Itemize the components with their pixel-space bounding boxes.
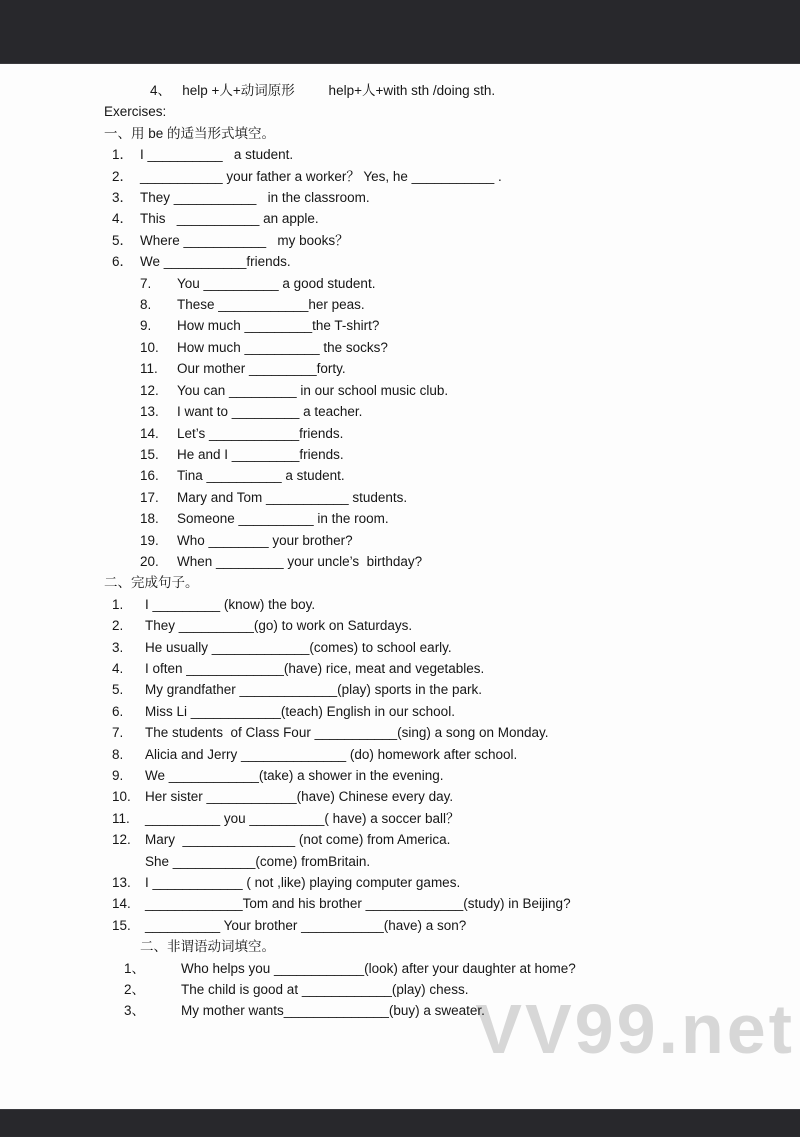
- item-text: I ____________ ( not ,like) playing computer games.: [145, 875, 461, 891]
- exercise-item: [0, 465, 800, 486]
- exercise-item: [0, 786, 800, 807]
- exercise-item: [0, 701, 800, 722]
- item-number: 3、: [124, 1003, 146, 1019]
- item-text: When _________ your uncle’s birthday?: [177, 553, 423, 569]
- item-text: My grandfather _____________(play) sports in the park.: [145, 682, 482, 698]
- exercise-item: [0, 658, 800, 679]
- item-number: 15.: [140, 446, 159, 462]
- item-number: 5.: [112, 682, 124, 698]
- exercise-item: [0, 530, 800, 551]
- item-text: We ____________(take) a shower in the evening.: [145, 768, 444, 783]
- exercise-item: [0, 979, 800, 1000]
- exercise-item: [0, 401, 800, 422]
- item-number: 17.: [140, 489, 159, 505]
- item-text: Who ________ your brother?: [177, 532, 353, 548]
- item-number: 7.: [112, 725, 124, 741]
- exercise-item: [0, 315, 800, 336]
- exercise-item: [0, 144, 800, 165]
- item-text: How much __________ the socks?: [177, 339, 388, 355]
- item-text: The child is good at ____________(play) chess.: [181, 982, 469, 998]
- document-content: [0, 64, 800, 1022]
- item-number: 10.: [112, 789, 131, 805]
- exercise-item: [0, 637, 800, 658]
- section1-title: [0, 123, 800, 144]
- item-number: 2.: [112, 618, 124, 634]
- item-text: Her sister ____________(have) Chinese every day.: [145, 789, 454, 805]
- exercise-item-continuation: [0, 851, 800, 872]
- document-page: [0, 64, 800, 1109]
- item-text: How much _________the T-shirt?: [177, 318, 380, 334]
- item-number: 16.: [140, 468, 159, 484]
- item-number: 13.: [112, 875, 131, 891]
- item-text: Who helps you ____________(look) after your daughter at home?: [181, 960, 576, 976]
- item-text: __________ you __________( have) a soccer ball？: [145, 810, 460, 826]
- item-text: Where ___________ my books？: [140, 232, 349, 248]
- exercise-item: [0, 230, 800, 251]
- watermark-text: VV99.net: [475, 990, 795, 1068]
- item-text: They __________(go) to work on Saturdays.: [145, 618, 413, 634]
- exercise-item: [0, 1000, 800, 1021]
- section3-title: [0, 936, 800, 957]
- item-number: 1．: [112, 147, 134, 163]
- exercise-item: [0, 551, 800, 572]
- item-text: I often _____________(have) rice, meat and vegetables.: [145, 660, 485, 676]
- item-text: My mother wants______________(buy) a sweater.: [181, 1003, 485, 1019]
- item-number: 11.: [112, 810, 130, 826]
- exercise-item: [0, 722, 800, 743]
- exercise-item: [0, 872, 800, 893]
- exercises-label: [0, 101, 800, 122]
- item-number: 9.: [140, 318, 152, 334]
- item-text: Mary _______________ (not come) from America.: [145, 832, 451, 848]
- item-text: Miss Li ____________(teach) English in our school.: [145, 703, 455, 719]
- exercise-item: [0, 294, 800, 315]
- item-text: These ____________her peas.: [177, 297, 365, 313]
- exercise-item: [0, 208, 800, 229]
- item-number: 1、: [124, 960, 146, 976]
- item-text: Someone __________ in the room.: [177, 511, 389, 527]
- item-number: 13.: [140, 404, 159, 420]
- item-text: __________ Your brother ___________(have) a son?: [145, 917, 467, 933]
- item-number: 1.: [112, 596, 124, 612]
- exercise-item: [0, 615, 800, 636]
- item-number: 4．: [112, 211, 134, 227]
- exercise-item: [0, 958, 800, 979]
- item-text: You can _________ in our school music club.: [177, 382, 449, 398]
- item-text: This ___________ an apple.: [140, 211, 319, 227]
- item-number: 10.: [140, 339, 159, 355]
- item-text: Let’s ____________friends.: [177, 425, 344, 441]
- section2-title: [0, 572, 800, 593]
- exercise-item: [0, 508, 800, 529]
- item-number: 14.: [140, 425, 159, 441]
- viewer-bottom-bar: [0, 1109, 800, 1136]
- exercise-item: [0, 251, 800, 272]
- section1-title-text: 一、用 be 的适当形式填空。: [104, 125, 276, 141]
- exercise-item: [0, 358, 800, 379]
- section2-title-text: 二、完成句子。: [104, 575, 199, 591]
- item-number: 5．: [112, 232, 134, 248]
- item-text: The students of Class Four ___________(sing) a song on Monday.: [145, 725, 549, 741]
- exercises-label-text: Exercises:: [104, 104, 167, 120]
- section3-title-text: 二、非谓语动词填空。: [140, 939, 275, 955]
- item-text: I want to _________ a teacher.: [177, 404, 363, 420]
- item-number: 20.: [140, 553, 159, 569]
- viewer-top-bar: [0, 0, 800, 64]
- item-text: I _________ (know) the boy.: [145, 596, 316, 612]
- exercise-item: [0, 166, 800, 187]
- exercise-item: [0, 444, 800, 465]
- item-text: _____________Tom and his brother _____________(study) in Beijing?: [145, 896, 571, 912]
- exercise-item: [0, 679, 800, 700]
- exercise-item: [0, 744, 800, 765]
- item-number: 9.: [112, 768, 124, 783]
- item-number: 12.: [140, 382, 159, 398]
- item-text: He and I _________friends.: [177, 446, 344, 462]
- item-text: I __________ a student.: [140, 147, 294, 163]
- exercise-item: [0, 337, 800, 358]
- item-text: ___________ your father a worker？ Yes, he ___________ .: [140, 168, 502, 184]
- exercise-item: [0, 765, 800, 786]
- item-number: 3.: [112, 639, 124, 655]
- exercise-item: [0, 808, 800, 829]
- item-number: 18.: [140, 511, 159, 527]
- exercise-item: [0, 423, 800, 444]
- item-text: Our mother _________forty.: [177, 361, 346, 377]
- item-number: 4.: [112, 660, 124, 676]
- exercise-item: [0, 187, 800, 208]
- item-number: 2、: [124, 982, 146, 998]
- item-number: 3．: [112, 190, 134, 206]
- item-number: 19.: [140, 532, 159, 548]
- exercise-item: [0, 487, 800, 508]
- item-number: 15.: [112, 917, 131, 933]
- item-text: Tina __________ a student.: [177, 468, 345, 484]
- item-text: You __________ a good student.: [177, 275, 376, 291]
- item-number: 7.: [140, 275, 152, 291]
- exercise-item: [0, 380, 800, 401]
- item-text: Mary and Tom ___________ students.: [177, 489, 408, 505]
- intro-text: 4、 help +人+动词原形 help+人+with sth /doing sth.: [150, 83, 496, 98]
- item-number: 6.: [112, 703, 124, 719]
- item-text: He usually _____________(comes) to school early.: [145, 639, 452, 655]
- exercise-item: [0, 273, 800, 294]
- item-number: 6．: [112, 254, 134, 270]
- item-text: She ___________(come) fromBritain.: [145, 853, 371, 869]
- item-text: Alicia and Jerry ______________ (do) homework after school.: [145, 746, 518, 762]
- item-number: 14.: [112, 896, 131, 912]
- intro-line: [0, 80, 800, 101]
- item-number: 8.: [112, 746, 124, 762]
- item-number: 2．: [112, 168, 134, 184]
- item-number: 12.: [112, 832, 131, 848]
- exercise-item: [0, 829, 800, 850]
- exercise-item: [0, 594, 800, 615]
- item-number: 8.: [140, 297, 152, 313]
- exercise-item: [0, 915, 800, 936]
- item-text: We ___________friends.: [140, 254, 291, 270]
- exercise-item: [0, 893, 800, 914]
- item-number: 11.: [140, 361, 158, 377]
- item-text: They ___________ in the classroom.: [140, 190, 370, 206]
